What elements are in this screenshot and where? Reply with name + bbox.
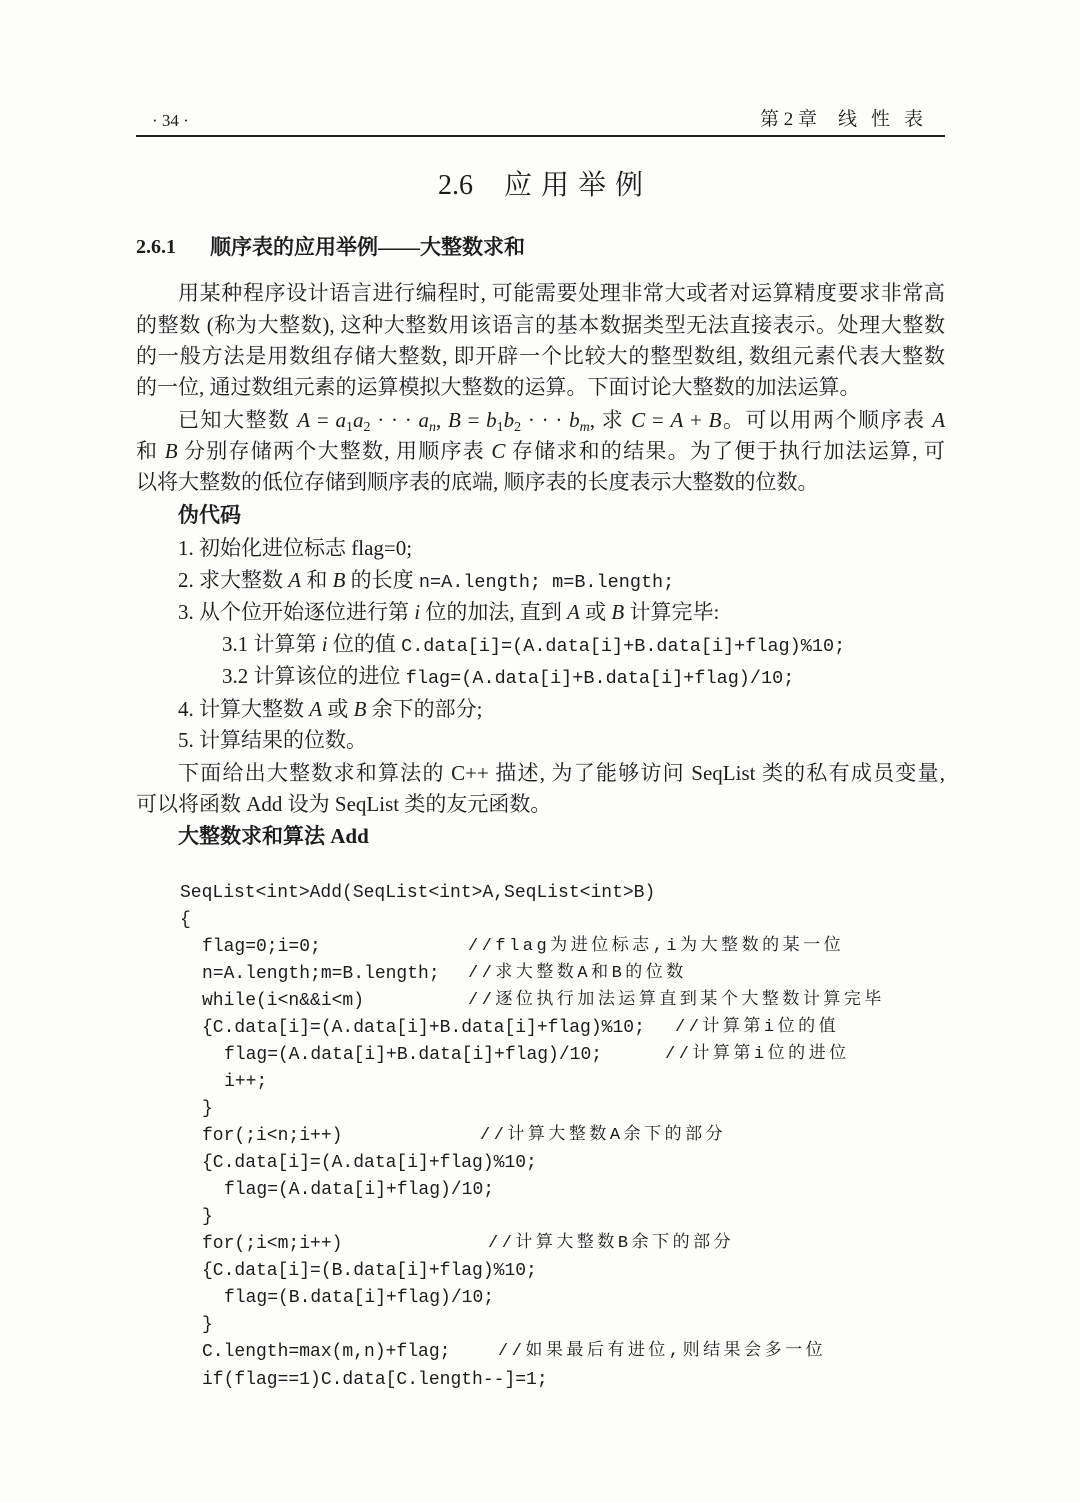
- code-line: [0, 1043, 1080, 1067]
- pseudocode-step: [178, 598, 719, 626]
- code-line: [0, 1340, 1080, 1364]
- math-variable: B: [332, 568, 346, 592]
- math-variable: i: [414, 600, 421, 624]
- text-run: 和: [136, 439, 165, 463]
- text-run: +: [683, 408, 709, 432]
- subsection-number: 2.6.1: [136, 236, 176, 258]
- text-run: 余下的部分;: [366, 697, 483, 721]
- pseudocode-step: 5. 计算结果的位数。: [178, 728, 367, 752]
- paragraph-line: 以将大整数的低位存储到顺序表的底端, 顺序表的长度表示大整数的位数。: [136, 470, 819, 494]
- code-text: C.length=max(m,n)+flag;: [202, 1342, 451, 1362]
- math-ellipsis: · · ·: [521, 408, 570, 432]
- text-run: , 求: [589, 408, 632, 432]
- page-number: · 34 ·: [152, 111, 189, 130]
- math-variable: a: [335, 408, 346, 432]
- math-variable: C: [491, 439, 506, 463]
- math-variable: B: [353, 697, 367, 721]
- pseudocode-substep: [222, 630, 845, 658]
- code-text: flag=(A.data[i]+flag)/10;: [224, 1180, 495, 1200]
- math-variable: A: [932, 408, 946, 432]
- text-run: 分别存储两个大整数, 用顺序表: [177, 439, 492, 463]
- text-run: 4. 计算大整数: [178, 697, 310, 721]
- paragraph-line: 可以将函数 Add 设为 SeqList 类的友元函数。: [136, 792, 552, 816]
- code-comment: //计算第i位的值: [675, 1018, 840, 1037]
- code-comment: //求大整数A和B的位数: [468, 964, 687, 983]
- chapter-label: 第 2 章: [760, 109, 818, 130]
- code-line: [0, 1313, 1080, 1337]
- code-text: flag=(A.data[i]+B.data[i]+flag)/10;: [224, 1045, 603, 1065]
- text-run: =: [645, 408, 671, 432]
- math-variable: B: [708, 408, 722, 432]
- text-run: 或: [579, 600, 612, 624]
- code-comment: //如果最后有进位,则结果会多一位: [498, 1342, 827, 1361]
- section-title: 应用举例: [504, 170, 653, 201]
- text-run: 。可以用两个顺序表: [721, 408, 933, 432]
- code-text: SeqList<int>Add(SeqList<int>A,SeqList<int>B): [180, 883, 656, 903]
- code-comment: //计算第i位的进位: [665, 1045, 850, 1064]
- text-run: 3.1 计算第: [222, 632, 322, 656]
- math-variable: b: [569, 408, 580, 432]
- code-line: [0, 1259, 1080, 1283]
- code-text: }: [202, 1315, 213, 1335]
- math-variable: A: [567, 600, 580, 624]
- text-run: =: [310, 408, 336, 432]
- code-line: [0, 1097, 1080, 1121]
- code-line: [0, 962, 1080, 986]
- code-line: [0, 1151, 1080, 1175]
- math-variable: A: [288, 568, 302, 592]
- section-number: 2.6: [438, 170, 473, 201]
- text-run: 2. 求大整数: [178, 568, 289, 592]
- subsection-title: 顺序表的应用举例——大整数求和: [210, 235, 525, 259]
- math-variable: b: [486, 408, 497, 432]
- code-text: i++;: [224, 1072, 268, 1092]
- math-subscript: 2: [363, 420, 371, 435]
- code-comment: //逐位执行加法运算直到某个大整数计算完毕: [468, 991, 885, 1010]
- math-subscript: m: [579, 420, 590, 435]
- code-line: [0, 1016, 1080, 1040]
- math-subscript: 1: [345, 420, 353, 435]
- code-text: {C.data[i]=(A.data[i]+B.data[i]+flag)%10;: [202, 1018, 645, 1038]
- inline-code: n=A.length; m=B.length;: [418, 572, 675, 593]
- code-line: [0, 881, 1080, 905]
- pseudocode-step: [178, 695, 483, 723]
- chapter-title: 线性表: [838, 109, 938, 130]
- paragraph-line: [136, 437, 945, 465]
- algorithm-heading: 大整数求和算法 Add: [178, 824, 369, 848]
- code-text: }: [202, 1207, 213, 1227]
- header-rule: [136, 135, 945, 137]
- code-text: {C.data[i]=(A.data[i]+flag)%10;: [202, 1153, 537, 1173]
- pseudocode-heading: 伪代码: [178, 503, 241, 527]
- paragraph-line: 用某种程序设计语言进行编程时, 可能需要处理非常大或者对运算精度要求非常高: [178, 281, 945, 305]
- paragraph-line: 下面给出大整数求和算法的 C++ 描述, 为了能够访问 SeqList 类的私有成员变量,: [178, 761, 945, 785]
- code-text: for(;i<m;i++): [202, 1234, 343, 1254]
- text-run: 位的值: [327, 632, 402, 656]
- pseudocode-substep: [222, 662, 794, 690]
- math-variable: B: [164, 439, 178, 463]
- paragraph-line: [178, 406, 945, 434]
- text-run: 计算完毕:: [624, 600, 720, 624]
- text-run: 的长度: [345, 568, 419, 592]
- text-run: =: [460, 408, 487, 432]
- text-run: 和: [301, 568, 333, 592]
- code-line: [0, 1232, 1080, 1256]
- code-text: for(;i<n;i++): [202, 1126, 343, 1146]
- paragraph-line: 的一般方法是用数组存储大整数, 即开辟一个比较大的整型数组, 数组元素代表大整数: [136, 344, 945, 368]
- paragraph-line: 的一位, 通过数组元素的运算模拟大整数的运算。下面讨论大整数的加法运算。: [136, 375, 861, 399]
- code-comment: //计算大整数A余下的部分: [480, 1126, 727, 1145]
- text-run: ,: [435, 408, 448, 432]
- math-variable: b: [503, 408, 515, 432]
- code-text: {: [180, 910, 191, 930]
- code-line: [0, 989, 1080, 1013]
- code-text: while(i<n&&i<m): [202, 991, 365, 1011]
- code-text: }: [202, 1099, 213, 1119]
- math-subscript: 2: [514, 420, 522, 435]
- code-line: [0, 1286, 1080, 1310]
- code-text: {C.data[i]=(B.data[i]+flag)%10;: [202, 1261, 537, 1281]
- code-text: if(flag==1)C.data[C.length--]=1;: [202, 1370, 548, 1390]
- code-text: flag=(B.data[i]+flag)/10;: [224, 1288, 495, 1308]
- code-text: flag=0;i=0;: [202, 937, 321, 957]
- inline-code: C.data[i]=(A.data[i]+B.data[i]+flag)%10;: [401, 636, 846, 657]
- text-run: 位的加法, 直到: [420, 600, 568, 624]
- math-variable: A: [670, 408, 684, 432]
- math-ellipsis: · · ·: [370, 408, 419, 432]
- math-variable: a: [352, 408, 364, 432]
- code-line: [0, 935, 1080, 959]
- text-run: 存储求和的结果。为了便于执行加法运算, 可: [505, 439, 946, 463]
- code-line: [0, 1368, 1080, 1392]
- pseudocode-step: [178, 566, 674, 594]
- code-comment: //flag为进位标志,i为大整数的某一位: [468, 937, 845, 956]
- code-text: n=A.length;m=B.length;: [202, 964, 440, 984]
- code-comment: //计算大整数B余下的部分: [488, 1234, 735, 1253]
- math-variable: i: [321, 632, 328, 656]
- text-run: 3. 从个位开始逐位进行第: [178, 600, 415, 624]
- math-subscript: 1: [496, 420, 504, 435]
- paragraph-line: 的整数 (称为大整数), 这种大整数用该语言的基本数据类型无法直接表示。处理大整数: [136, 313, 945, 337]
- math-variable: B: [611, 600, 625, 624]
- math-variable: A: [309, 697, 323, 721]
- code-line: [0, 1070, 1080, 1094]
- code-line: [0, 1178, 1080, 1202]
- math-variable: A: [297, 408, 311, 432]
- math-variable: a: [418, 408, 429, 432]
- code-line: [0, 1124, 1080, 1148]
- text-run: 3.2 计算该位的进位: [222, 664, 406, 688]
- math-variable: C: [631, 408, 646, 432]
- text-run: 已知大整数: [178, 408, 298, 432]
- text-run: 或: [322, 697, 354, 721]
- math-subscript: n: [428, 420, 436, 435]
- pseudocode-step: 1. 初始化进位标志 flag=0;: [178, 536, 413, 560]
- inline-code: flag=(A.data[i]+B.data[i]+flag)/10;: [405, 668, 795, 689]
- code-line: [0, 1205, 1080, 1229]
- math-variable: B: [447, 408, 461, 432]
- code-line: [0, 908, 1080, 932]
